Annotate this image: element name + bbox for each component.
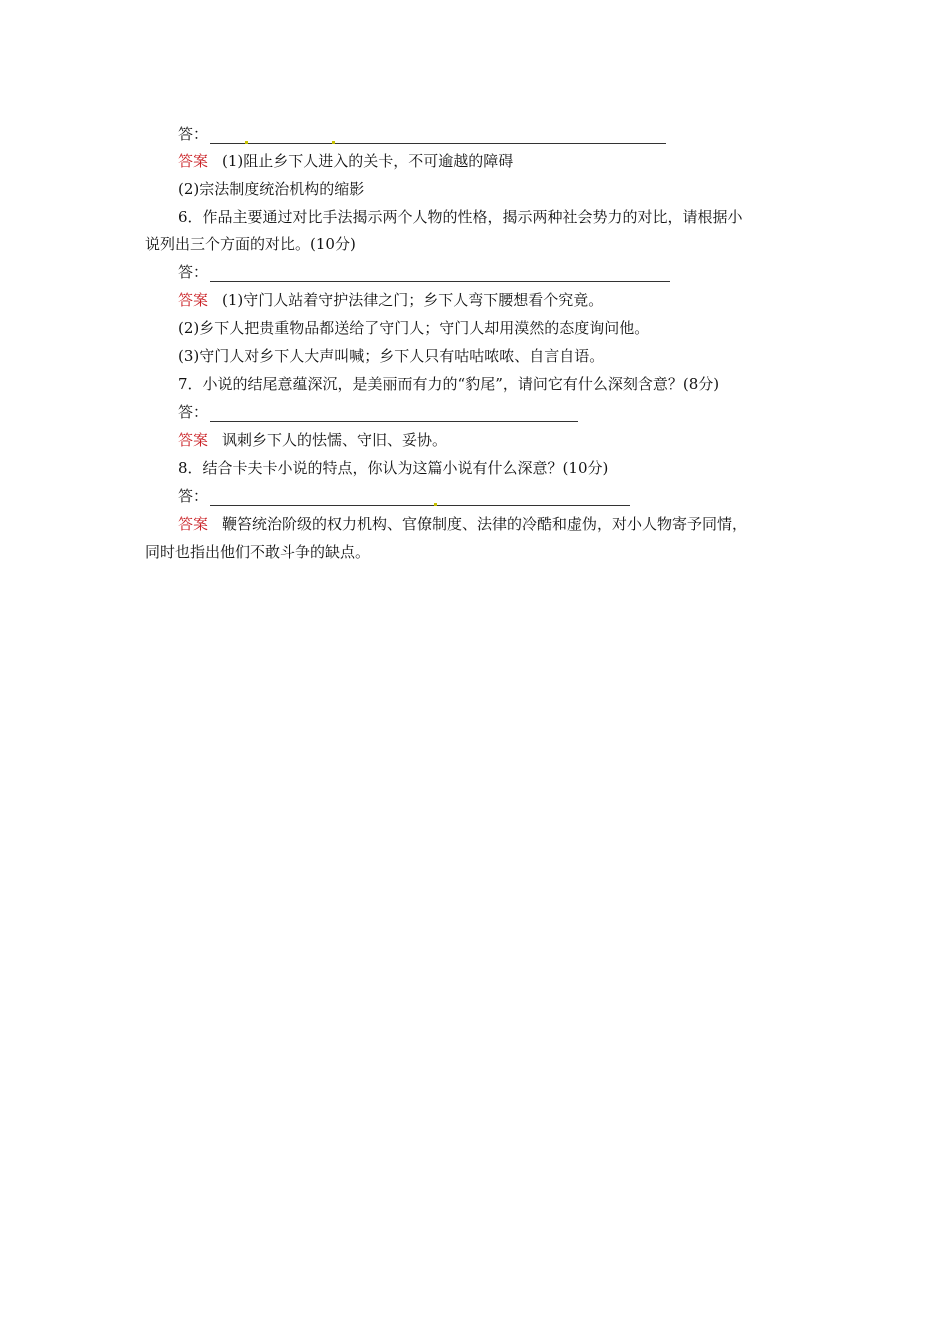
q6-answer-blank[interactable] — [210, 266, 670, 282]
q7-answer-blank[interactable] — [210, 406, 578, 422]
q5-answer-text-2: (2)宗法制度统治机构的缩影 — [178, 180, 365, 198]
q5-answer-blank[interactable] — [210, 128, 666, 144]
q7-question-text: 7．小说的结尾意蕴深沉，是美丽而有力的“豹尾”，请问它有什么深刻含意？(8分) — [178, 375, 720, 393]
q7-answer — [178, 430, 447, 450]
q8-answer-line — [178, 486, 630, 506]
q8-question-text: 8．结合卡夫卡小说的特点，你认为这篇小说有什么深意？(10分) — [178, 459, 609, 477]
q6-question-line1 — [178, 207, 743, 227]
q6-question-text-2: 说列出三个方面的对比。(10分) — [145, 235, 356, 253]
answer-prefix: 答： — [178, 403, 209, 421]
marker-dot — [245, 141, 248, 144]
answer-label: 答案 — [178, 431, 209, 449]
q5-answer-1 — [178, 151, 513, 171]
answer-prefix: 答： — [178, 125, 209, 143]
q6-answer-line — [178, 262, 670, 282]
q6-answer-3 — [178, 346, 604, 366]
marker-dot — [434, 503, 437, 506]
q6-answer-text-2: (2)乡下人把贵重物品都送给了守门人；守门人却用漠然的态度询问他。 — [178, 319, 650, 337]
q5-answer-line — [178, 124, 666, 144]
q6-answer-2 — [178, 318, 649, 338]
q6-answer-text-3: (3)守门人对乡下人大声叫喊；乡下人只有咕咕哝哝、自言自语。 — [178, 347, 605, 365]
q8-question — [178, 458, 608, 478]
q7-answer-line — [178, 402, 578, 422]
q8-answer-blank[interactable] — [210, 490, 630, 506]
q5-answer-text-1: (1)阻止乡下人进入的关卡，不可逾越的障碍 — [222, 152, 514, 170]
answer-label: 答案 — [178, 515, 209, 533]
q6-question-text-1: 6．作品主要通过对比手法揭示两个人物的性格，揭示两种社会势力的对比，请根据小 — [178, 208, 743, 226]
q8-answer-text-2: 同时也指出他们不敢斗争的缺点。 — [145, 543, 371, 561]
answer-prefix: 答： — [178, 487, 209, 505]
q7-question — [178, 374, 719, 394]
q6-answer-1 — [178, 290, 603, 310]
q5-answer-2 — [178, 179, 364, 199]
q7-answer-text: 讽刺乡下人的怯懦、守旧、妥协。 — [222, 431, 448, 449]
q8-answer-2 — [145, 542, 370, 562]
answer-prefix: 答： — [178, 263, 209, 281]
q6-question-line2 — [145, 234, 356, 254]
marker-dot — [332, 141, 335, 144]
q6-answer-text-1: (1)守门人站着守护法律之门；乡下人弯下腰想看个究竟。 — [222, 291, 604, 309]
answer-label: 答案 — [178, 152, 209, 170]
q8-answer-text-1: 鞭笞统治阶级的权力机构、官僚制度、法律的冷酷和虚伪，对小人物寄予同情， — [222, 515, 748, 533]
q8-answer-1 — [178, 514, 747, 534]
answer-label: 答案 — [178, 291, 209, 309]
